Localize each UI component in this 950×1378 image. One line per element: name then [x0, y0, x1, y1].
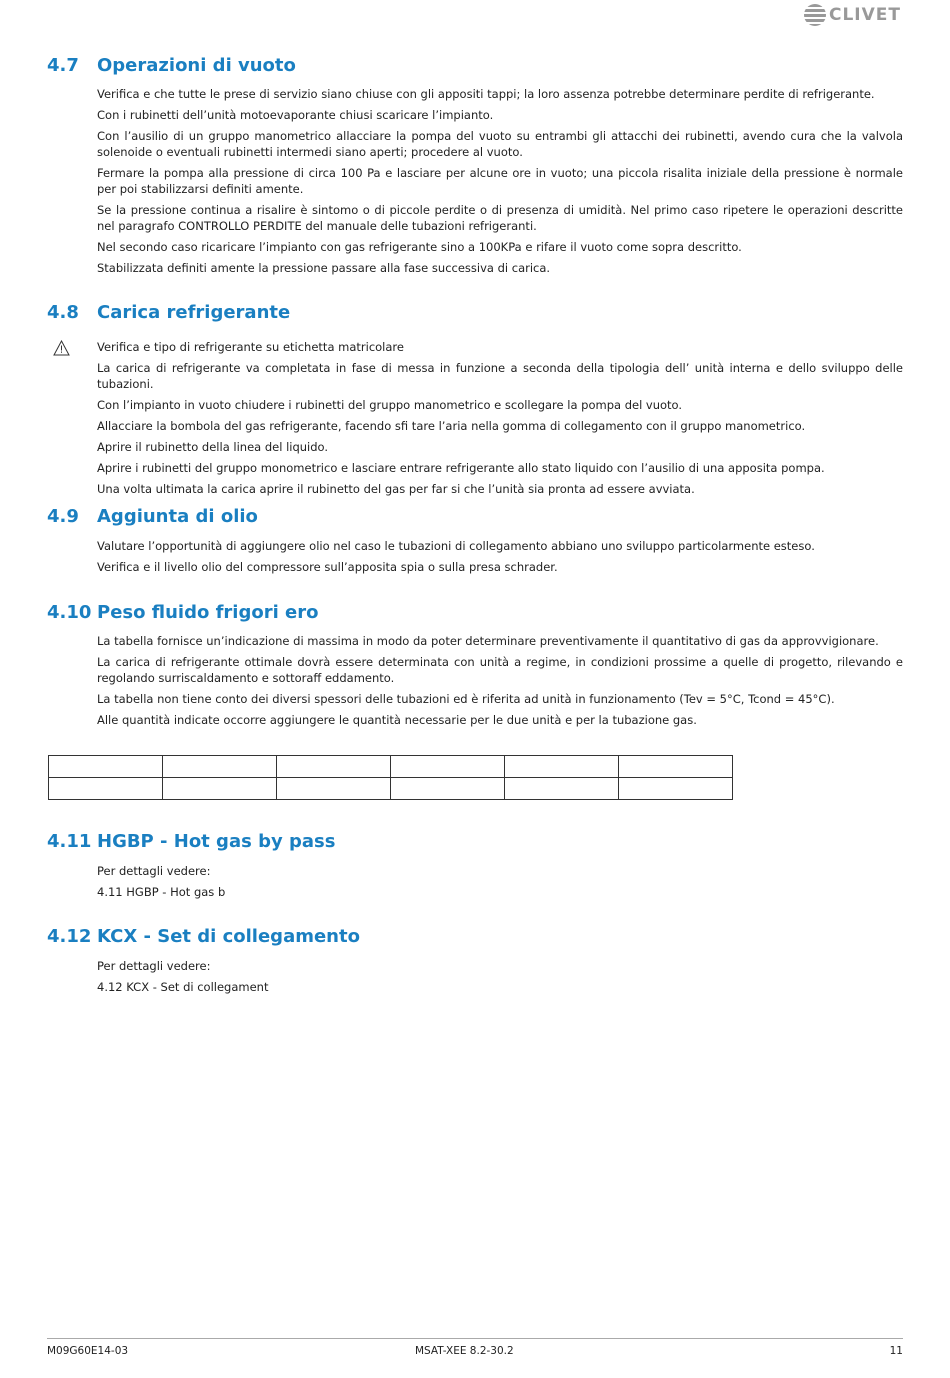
paragraph: 4.11 HGBP - Hot gas b [97, 885, 226, 899]
model-name: MSAT-XEE 8.2-30.2 [415, 1345, 514, 1357]
section-heading [47, 602, 318, 623]
paragraph: Per dettagli vedere: [97, 959, 211, 973]
section-title: HGBP - Hot gas by pass [97, 831, 336, 852]
paragraph: Valutare l’opportunità di aggiungere olio nel caso le tubazioni di collegamento abbiano uno sviluppo particolarmente esteso. [97, 539, 815, 553]
paragraph: La tabella fornisce un’indicazione di massima in modo da poter determinare preventivamente il quantitativo di gas da approvvigionare. [97, 634, 879, 648]
warning-icon [53, 340, 70, 356]
section-heading [47, 831, 335, 852]
section-heading [47, 926, 360, 947]
section-body [97, 339, 903, 502]
paragraph: Se la pressione continua a risalire è sintomo o di piccole perdite o di presenza di umidità. Nel primo caso ripetere le operazioni descritte nel paragrafo CONTROLLO PERDITE del manuale delle tubazioni refrigeranti. [97, 203, 903, 233]
logo-text: CLIVET [829, 5, 901, 25]
paragraph: Verifica e tipo di refrigerante su etichetta matricolare [97, 340, 404, 354]
paragraph: Aprire i rubinetti del gruppo monometrico e lasciare entrare refrigerante allo stato liquido con l’ausilio di una apposita pompa. [97, 461, 825, 475]
paragraph: Con l’ausilio di un gruppo manometrico allacciare la pompa del vuoto su entrambi gli attacchi dei rubinetti, avendo cura che la valvola solenoide o eventuali rubinetti intermedi siano aperti; procedere al vuoto. [97, 129, 903, 159]
paragraph: Una volta ultimata la carica aprire il rubinetto del gas per far si che l’unità sia pronta ad essere avviata. [97, 482, 695, 496]
section-number: 4.11 [47, 831, 92, 852]
paragraph: Per dettagli vedere: [97, 864, 211, 878]
paragraph: 4.12 KCX - Set di collegament [97, 980, 269, 994]
section-number: 4.8 [47, 302, 79, 323]
paragraph: Verifica e che tutte le prese di servizio siano chiuse con gli appositi tappi; la loro assenza potrebbe determinare perdite di refrigerante. [97, 87, 875, 101]
section-number: 4.9 [47, 506, 79, 527]
paragraph: Aprire il rubinetto della linea del liquido. [97, 440, 329, 454]
section-title: KCX - Set di collegamento [97, 926, 360, 947]
logo-mark-icon [804, 4, 826, 26]
section-number: 4.7 [47, 55, 79, 76]
refrigerant-weight-table [48, 755, 733, 800]
paragraph: Alle quantità indicate occorre aggiungere le quantità necessarie per le due unità e per la tubazione gas. [97, 713, 697, 727]
page-number: 11 [889, 1345, 903, 1357]
clivet-logo [804, 4, 901, 26]
section-title: Operazioni di vuoto [97, 55, 296, 76]
paragraph: Stabilizzata definiti amente la pressione passare alla fase successiva di carica. [97, 261, 551, 275]
section-body [97, 633, 903, 733]
footer [47, 1338, 903, 1357]
doc-code: M09G60E14-03 [47, 1345, 129, 1357]
section-heading [47, 302, 290, 323]
section-heading [47, 55, 296, 76]
paragraph: Con l’impianto in vuoto chiudere i rubinetti del gruppo manometrico e scollegare la pompa del vuoto. [97, 398, 683, 412]
section-body [97, 86, 903, 281]
section-title: Peso fluido frigori ero [97, 602, 319, 623]
section-number: 4.10 [47, 602, 92, 623]
section-body [97, 958, 903, 1000]
paragraph: La carica di refrigerante ottimale dovrà essere determinata con unità a regime, in condizioni prossime a quelle di progetto, rilevando e regolando surriscaldamento e sottoraff eddamento. [97, 655, 903, 685]
paragraph: La tabella non tiene conto dei diversi spessori delle tubazioni ed è riferita ad unità in funzionamento (Tev = 5°C, Tcond = 45°C). [97, 692, 835, 706]
paragraph: Verifica e il livello olio del compressore sull’apposita spia o sulla presa schrader. [97, 560, 558, 574]
section-heading [47, 506, 258, 527]
paragraph: Nel secondo caso ricaricare l’impianto con gas refrigerante sino a 100KPa e rifare il vuoto come sopra descritto. [97, 240, 742, 254]
paragraph: La carica di refrigerante va completata in fase di messa in funzione a seconda della tipologia dell’ unità interna e dello sviluppo delle tubazioni. [97, 361, 903, 391]
paragraph: Allacciare la bombola del gas refrigerante, facendo sfi tare l’aria nella gomma di collegamento con il gruppo manometrico. [97, 419, 806, 433]
paragraph: Con i rubinetti dell’unità motoevaporante chiusi scaricare l’impianto. [97, 108, 494, 122]
section-body [97, 538, 903, 580]
section-title: Carica refrigerante [97, 302, 291, 323]
section-title: Aggiunta di olio [97, 506, 258, 527]
section-body [97, 863, 903, 905]
paragraph: Fermare la pompa alla pressione di circa 100 Pa e lasciare per alcune ore in vuoto; una piccola risalita iniziale della pressione è normale per poi stabilizzarsi definiti amente. [97, 166, 903, 196]
section-number: 4.12 [47, 926, 92, 947]
